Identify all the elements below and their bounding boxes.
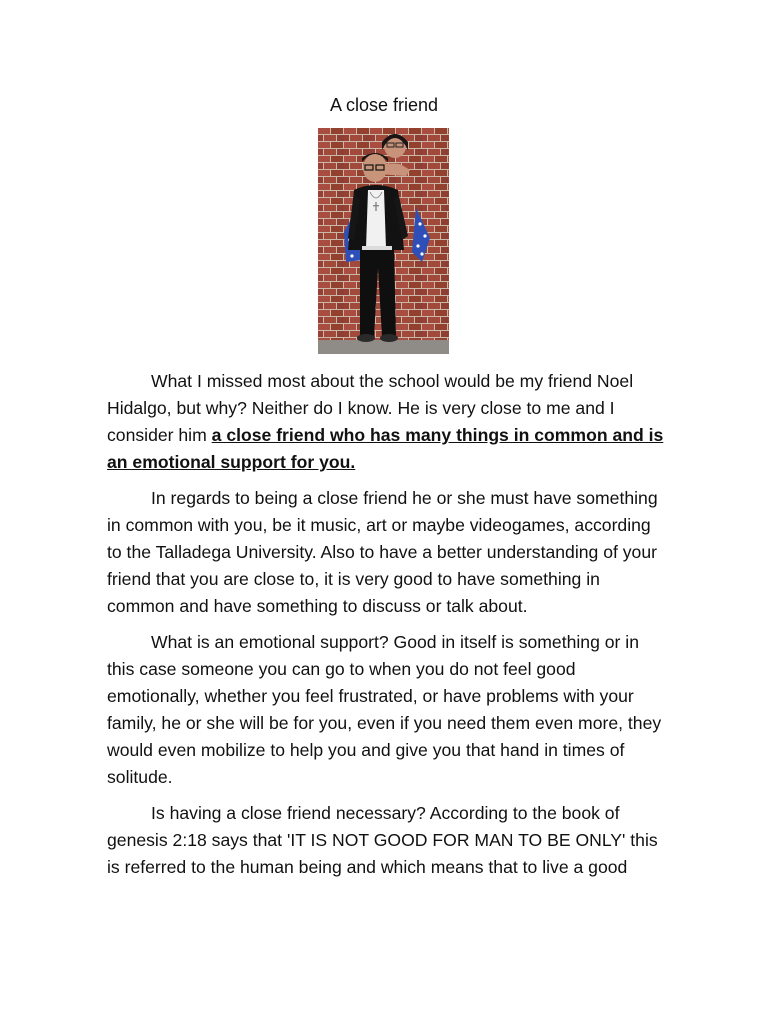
paragraph-3: What is an emotional support? Good in itself is something or in this case someone you can go to when you do not feel good emotionally, whether you feel frustrated, or have problems with your family, he or she will be for you, even if you need them even more, they would even mobilize to help you and give you that hand in times of solitude. <box>107 632 662 787</box>
emphasized-thesis: a close friend who has many things in common and is an emotional support for you. <box>107 425 664 472</box>
page-title: A close friend <box>329 95 439 115</box>
paragraph-2: In regards to being a close friend he or she must have something in common with you, be it music, art or maybe videogames, according to the Talladega University. Also to have a better understanding of your friend that you are close to, it is very good to have something in common and have something to discuss or talk about. <box>107 488 658 616</box>
essay-body <box>107 368 667 890</box>
paragraph-4: Is having a close friend necessary? According to the book of genesis 2:18 says that 'IT IS NOT GOOD FOR MAN TO BE ONLY' this is referred to the human being and which means that to live a good <box>107 803 658 877</box>
photo-of-two-friends-icon <box>318 128 449 354</box>
paragraph-1 <box>107 368 667 476</box>
paragraph-1-text: What I missed most about the school would be my friend Noel Hidalgo, but why? Neither do I know. He is very close to me and I consider him <box>107 371 634 445</box>
